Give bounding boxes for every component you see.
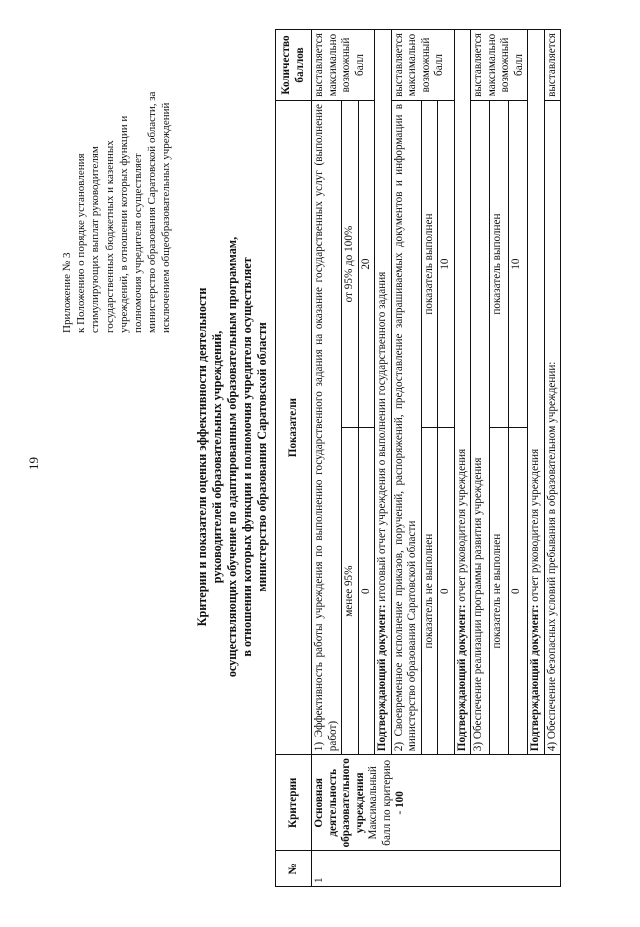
page-number: 19 [26, 457, 41, 470]
title-line: руководителей образовательных учреждений, [210, 330, 224, 584]
confirm-text: отчет руководителя учреждения [455, 448, 468, 605]
annex-line: к Положению о порядке установления [75, 153, 88, 333]
option-label: показатель не выполнен [490, 428, 509, 755]
title-line: министерство образования Саратовской области [255, 322, 269, 592]
criteria-table [275, 29, 561, 887]
indicator-text: 4) Обеспечение безопасных условий пребывания в образовательном учреждении: [544, 101, 561, 755]
document-title [195, 177, 270, 737]
confirm-label: Подтверждающий документ: [529, 604, 541, 752]
criterion-cell [312, 755, 561, 851]
option-value: 10 [509, 101, 528, 428]
option-value: 10 [438, 101, 455, 428]
annex-line: полномочия учредителя осуществляет [132, 153, 145, 333]
confirm-document [454, 30, 471, 755]
indicator-text: 3) Обеспечение реализации программы развития учреждения [471, 101, 490, 755]
confirm-document [528, 30, 545, 755]
confirm-document [375, 30, 392, 755]
option-value: 0 [509, 428, 528, 755]
header-score: Количество баллов [276, 30, 312, 101]
annex-line: стимулирующих выплат руководителям [89, 146, 102, 333]
table-header-row [276, 30, 312, 887]
title-line: осуществляющих обучение по адаптированным образовательным программам, [225, 236, 239, 678]
criterion-max-prefix: Максимальный балл по критерию - [367, 759, 406, 846]
confirm-label: Подтверждающий документ: [376, 604, 388, 752]
annex-line: министерство образования Саратовской области, за [146, 91, 159, 333]
option-value: 0 [438, 428, 455, 755]
indicator-text: 2) Своевременное исполнение приказов, поручений, распоряжений, предоставление запрашиваемых документов и информации в министерство образования Саратовской области [391, 101, 421, 755]
annex-line: учреждений, в отношении которых функции и [117, 115, 130, 333]
table-row [312, 30, 342, 887]
option-label: показатель выполнен [490, 101, 509, 428]
confirm-label: Подтверждающий документ: [455, 604, 468, 752]
annex-note [60, 15, 174, 333]
option-label: от 95% до 100% [342, 101, 359, 428]
option-value: 20 [358, 101, 375, 428]
annex-line: государственных бюджетных и казенных [103, 140, 116, 333]
criterion-name: Основная деятельность образовательного учреждения [313, 758, 366, 848]
header-indicators: Показатели [276, 101, 312, 755]
indicator-score: выставляется [544, 30, 561, 101]
indicator-text: 1) Эффективность работы учреждения по выполнению государственного задания на оказание государственных услуг (выполнение работ) [312, 101, 342, 755]
criterion-max-value: 100 [394, 791, 406, 808]
title-line: в отношении которых функции и полномочия учредителя осуществляет [240, 257, 254, 657]
option-label: менее 95% [342, 428, 359, 755]
header-num: № [276, 851, 312, 887]
title-line: Критерии и показатели оценки эффективности деятельности [195, 287, 209, 627]
option-value: 0 [358, 428, 375, 755]
row-number: 1 [312, 851, 561, 887]
confirm-text: итоговый отчет учреждения о выполнении государственного задания [376, 271, 388, 605]
indicator-score: выставляется максимально возможный балл [471, 30, 528, 101]
confirm-text: отчет руководителя учреждения [529, 448, 541, 605]
header-criteria: Критерии [276, 755, 312, 851]
indicator-score: выставляется максимально возможный балл [312, 30, 375, 101]
annex-line: Приложение № 3 [61, 252, 73, 333]
criterion-max [367, 758, 408, 847]
indicator-score: выставляется максимально возможный балл [391, 30, 454, 101]
annex-line: исключением общеобразовательных учреждений [160, 102, 173, 333]
option-label: показатель не выполнен [421, 428, 438, 755]
option-label: показатель выполнен [421, 101, 438, 428]
